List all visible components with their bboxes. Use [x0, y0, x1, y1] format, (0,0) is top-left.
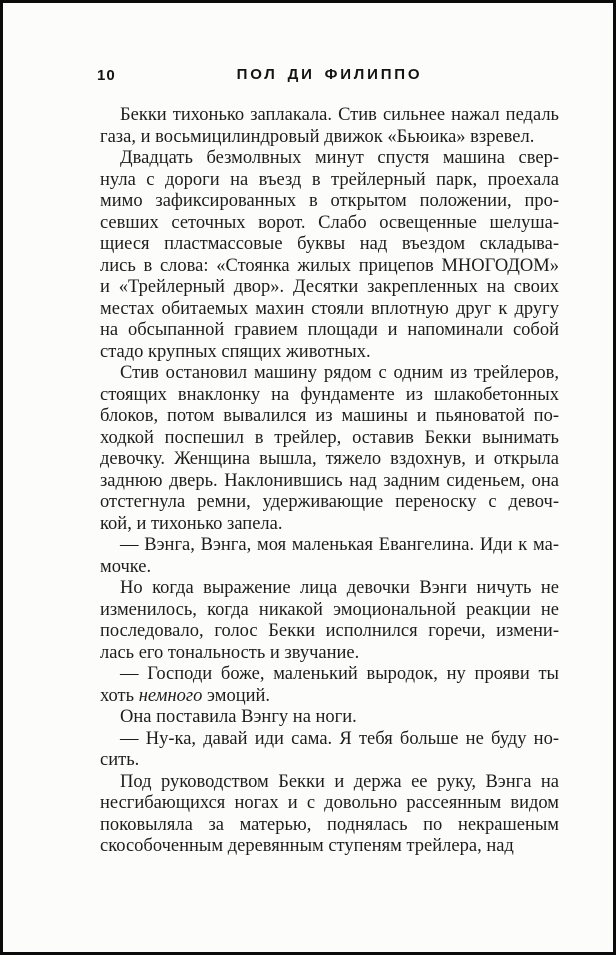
- paragraph: [100, 363, 559, 535]
- text-line: Под руководством Бекки и держа ее руку, Вэнга на: [120, 771, 559, 792]
- text-line: хоть немного эмоций.: [100, 685, 271, 706]
- text-line: отстегнула ремни, удерживающие переноску с девоч-: [100, 492, 559, 512]
- text-line: кой, и тихонько запела.: [100, 513, 283, 534]
- text-line: — Вэнга, Вэнга, моя маленькая Евангелина. Иди к ма-: [120, 535, 559, 555]
- paragraph: [100, 729, 559, 772]
- page-text: [100, 105, 559, 858]
- running-header: ПОЛ ДИ ФИЛИППО: [236, 66, 423, 83]
- text-line: нула с дороги на въезд в трейлерный парк, проехала: [100, 169, 559, 190]
- paragraph: [100, 578, 559, 664]
- text-line: Но когда выражение лица девочки Вэнги ничуть не: [120, 578, 559, 598]
- text-line: заднюю дверь. Наклонившись над задним сиденьем, она: [100, 470, 559, 491]
- text-line: лась его тональность и звучание.: [100, 642, 360, 663]
- text-line: несгибающихся ногах и с довольно рассеянным видом: [100, 793, 559, 813]
- text-line: блоков, потом вывалился из машины и пьяноватой по-: [100, 406, 559, 426]
- text-line: мочке.: [100, 556, 152, 577]
- page-number: 10: [97, 67, 116, 84]
- paragraph: [100, 772, 559, 858]
- text-line: сить.: [100, 750, 140, 770]
- text-line: ходкой поспешил в трейлер, оставив Бекки вынимать: [100, 427, 559, 448]
- text-line: и «Трейлерный двор». Десятки закрепленных на своих: [100, 277, 559, 297]
- text-line: на обсыпанной гравием площади и напоминали собой: [100, 320, 559, 340]
- text-line: Двадцать безмолвных минут спустя машина свер-: [120, 148, 559, 168]
- text-line: поковыляла за матерью, поднялась по некрашеным: [100, 814, 559, 835]
- text-line: стоящих внаклонку на фундаменте из шлакобетонных: [100, 384, 559, 405]
- text-line: — Ну-ка, давай иди сама. Я тебя больше не буду но-: [120, 728, 559, 749]
- text-line: севших сеточных ворот. Слабо освещенные шелуша-: [100, 212, 559, 233]
- text-line: местах обитаемых махин стояли вплотную друг к другу: [100, 298, 559, 319]
- text-line: скособоченным деревянным ступеням трейлера, над: [100, 836, 514, 856]
- text-line: лись в слова: «Стоянка жилых прицепов МНОГОДОМ»: [100, 255, 559, 276]
- text-line: Она поставила Вэнгу на ноги.: [120, 707, 357, 727]
- text-line: стадо крупных спящих животных.: [100, 341, 371, 362]
- text-line: — Господи боже, маленький выродок, ну прояви ты: [120, 664, 559, 684]
- page-header: [97, 66, 559, 84]
- text-line: последовало, голос Бекки исполнился горечи, измени-: [100, 621, 559, 641]
- text-line: Бекки тихонько заплакала. Стив сильнее нажал педаль: [120, 105, 559, 125]
- text-line: газа, и восьмицилиндровый движок «Бьюика» взревел.: [100, 126, 535, 147]
- text-line: мимо зафиксированных в открытом положении, про-: [100, 191, 559, 211]
- paragraph: [100, 535, 559, 578]
- text-line: щиеся пластмассовые буквы над въездом складыва-: [100, 234, 559, 254]
- paragraph: [100, 707, 559, 729]
- paragraph: [100, 664, 559, 707]
- text-line: Стив остановил машину рядом с одним из трейлеров,: [120, 363, 559, 383]
- paragraph: [100, 148, 559, 363]
- text-line: изменилось, когда никакой эмоциональной реакции не: [100, 599, 559, 620]
- text-line: девочку. Женщина вышла, тяжело вздохнув, и открыла: [100, 449, 559, 469]
- paragraph: [100, 105, 559, 148]
